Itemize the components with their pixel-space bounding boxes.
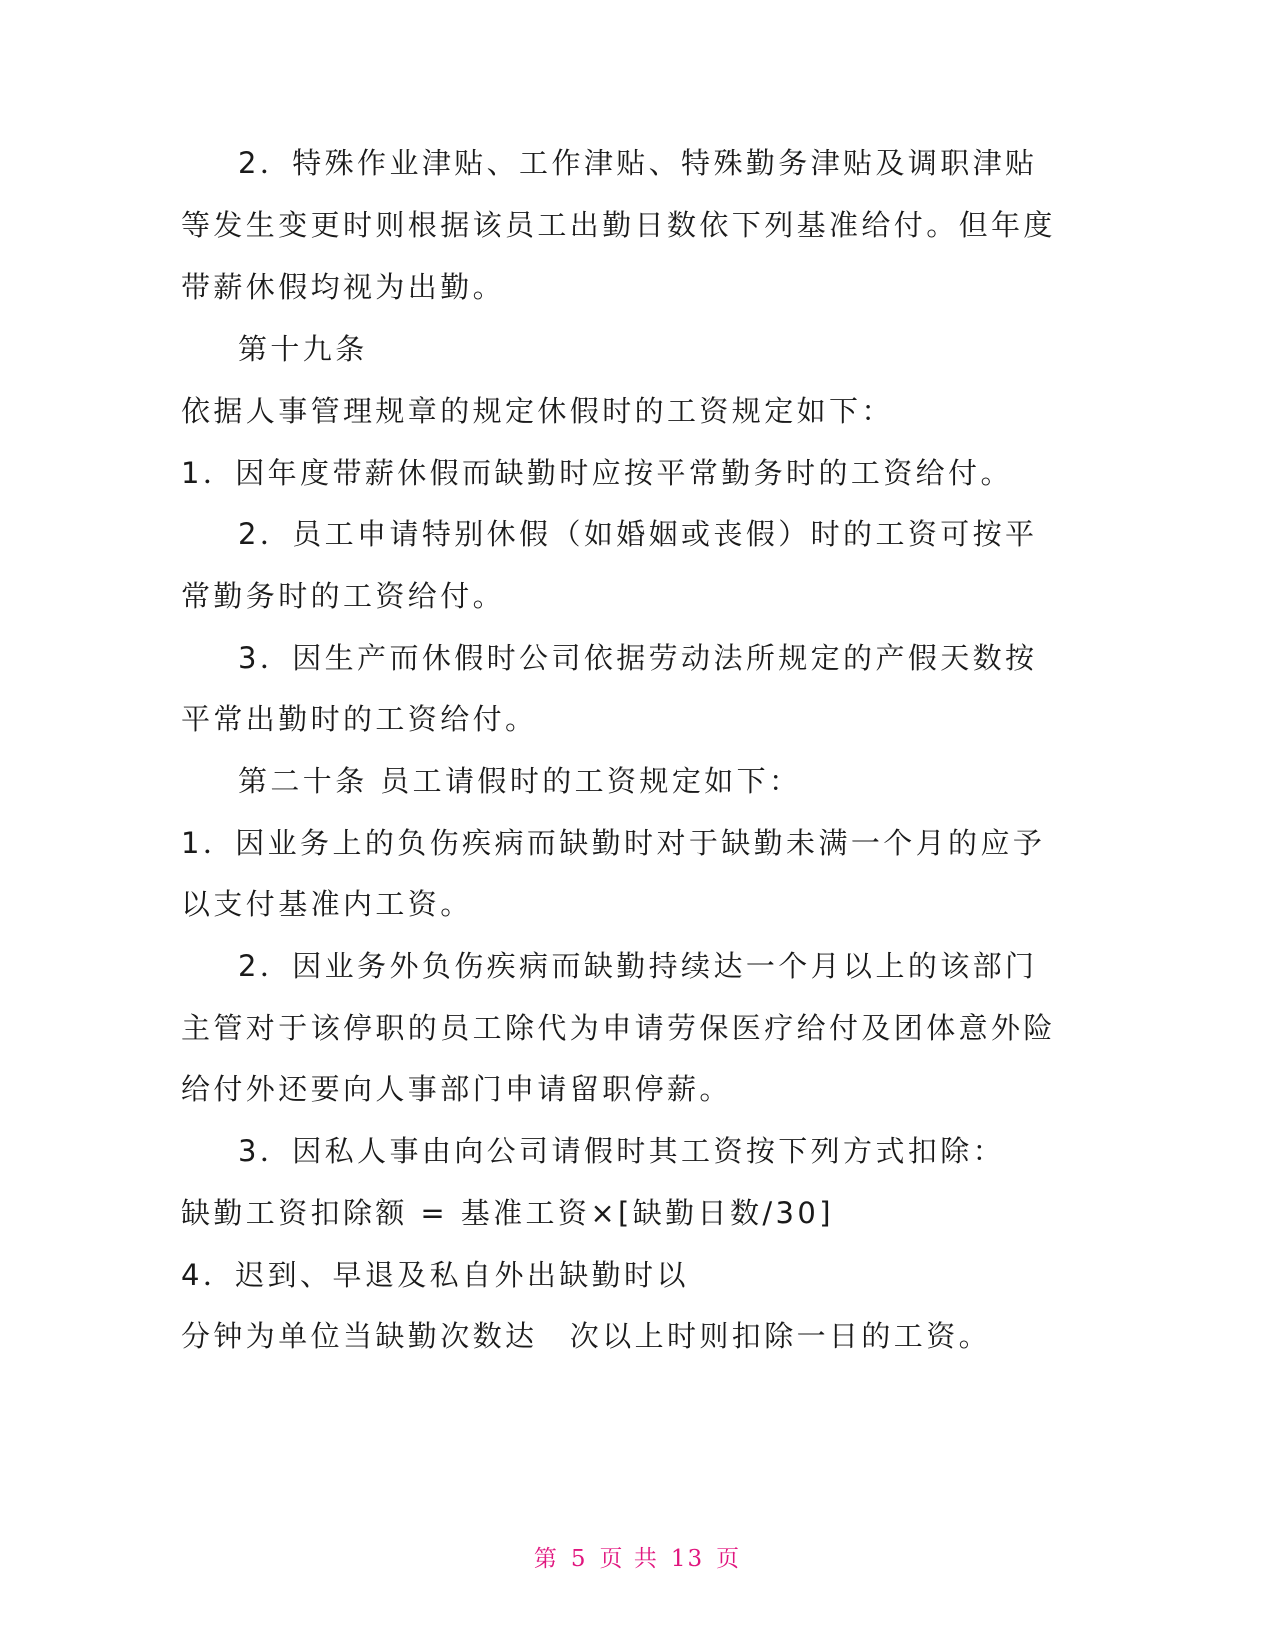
- page-number: 5: [570, 1546, 588, 1572]
- footer-prefix: 第: [533, 1546, 559, 1572]
- page-footer: [0, 1540, 1275, 1573]
- footer-middle: 页 共: [599, 1546, 659, 1572]
- paragraph-line: 3．因生产而休假时公司依据劳动法所规定的产假天数按: [238, 641, 1038, 675]
- paragraph-line: 2．特殊作业津贴、工作津贴、特殊勤务津贴及调职津贴: [238, 146, 1038, 180]
- paragraph-line: 给付外还要向人事部门申请留职停薪。: [181, 1072, 732, 1106]
- paragraph-line: 平常出勤时的工资给付。: [181, 702, 538, 736]
- article-heading: 第十九条: [238, 332, 368, 366]
- paragraph-line: 1．因业务上的负伤疾病而缺勤时对于缺勤未满一个月的应予: [181, 826, 1046, 860]
- formula-line: 缺勤工资扣除额 = 基准工资×[缺勤日数/30]: [181, 1196, 834, 1230]
- paragraph-line: 2．因业务外负伤疾病而缺勤持续达一个月以上的该部门: [238, 949, 1038, 983]
- footer-suffix: 页: [716, 1546, 742, 1572]
- article-heading: 第二十条 员工请假时的工资规定如下：: [238, 764, 802, 798]
- paragraph-line: 依据人事管理规章的规定休假时的工资规定如下：: [181, 394, 894, 428]
- paragraph-line: 4．迟到、早退及私自外出缺勤时以: [181, 1258, 689, 1292]
- paragraph-line: 1．因年度带薪休假而缺勤时应按平常勤务时的工资给付。: [181, 456, 1013, 490]
- paragraph-line: 2．员工申请特别休假（如婚姻或丧假）时的工资可按平: [238, 517, 1038, 551]
- paragraph-line: 以支付基准内工资。: [181, 887, 473, 921]
- paragraph-line: 带薪休假均视为出勤。: [181, 270, 506, 304]
- paragraph-line: 主管对于该停职的员工除代为申请劳保医疗给付及团体意外险: [181, 1011, 1056, 1045]
- paragraph-line: 常勤务时的工资给付。: [181, 579, 506, 613]
- paragraph-line: 3．因私人事由向公司请假时其工资按下列方式扣除：: [238, 1134, 1006, 1168]
- paragraph-line: 等发生变更时则根据该员工出勤日数依下列基准给付。但年度: [181, 208, 1056, 242]
- page-total: 13: [670, 1546, 705, 1572]
- paragraph-line: 分钟为单位当缺勤次数达 次以上时则扣除一日的工资。: [181, 1319, 992, 1353]
